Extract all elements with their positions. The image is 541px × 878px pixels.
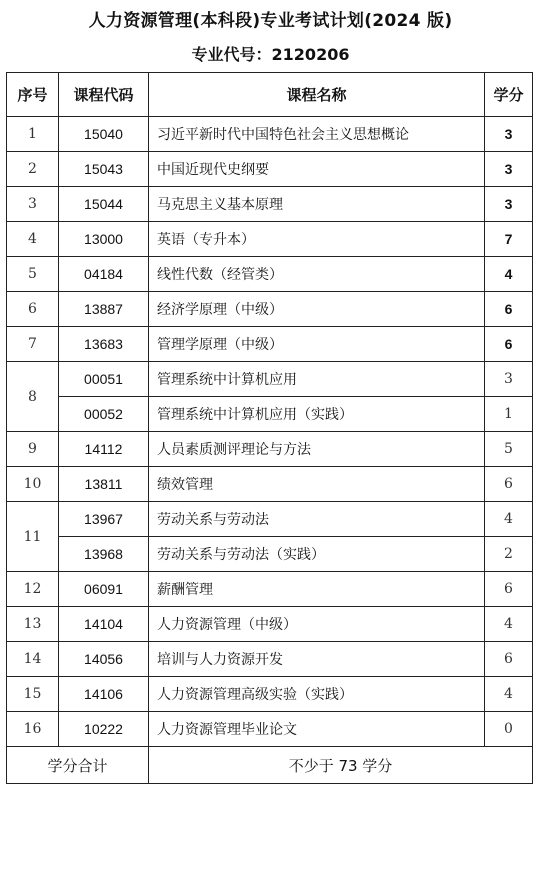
table-row — [7, 152, 533, 187]
row-course-name: 人力资源管理（中级） — [149, 607, 485, 642]
row-course-name: 管理系统中计算机应用 — [149, 362, 485, 397]
row-course-name: 人力资源管理毕业论文 — [149, 712, 485, 747]
table-row — [7, 362, 533, 397]
row-seq: 2 — [7, 152, 59, 187]
row-course-code: 13967 — [59, 502, 149, 537]
table-row — [7, 607, 533, 642]
table-row — [7, 432, 533, 467]
row-credit: 3 — [485, 187, 533, 222]
row-seq: 7 — [7, 327, 59, 362]
row-course-name: 薪酬管理 — [149, 572, 485, 607]
row-credit: 4 — [485, 502, 533, 537]
row-seq: 15 — [7, 677, 59, 712]
row-course-code: 14104 — [59, 607, 149, 642]
row-course-name: 劳动关系与劳动法（实践） — [149, 537, 485, 572]
row-course-name: 马克思主义基本原理 — [149, 187, 485, 222]
row-course-code: 13887 — [59, 292, 149, 327]
row-seq: 13 — [7, 607, 59, 642]
row-course-code: 13000 — [59, 222, 149, 257]
row-course-name: 线性代数（经管类） — [149, 257, 485, 292]
table-row — [7, 257, 533, 292]
row-seq: 12 — [7, 572, 59, 607]
header-credit: 学分 — [485, 73, 533, 117]
row-course-name: 习近平新时代中国特色社会主义思想概论 — [149, 117, 485, 152]
row-seq: 4 — [7, 222, 59, 257]
row-course-code: 13683 — [59, 327, 149, 362]
row-credit: 0 — [485, 712, 533, 747]
row-credit: 4 — [485, 677, 533, 712]
row-credit: 1 — [485, 397, 533, 432]
table-row — [7, 642, 533, 677]
row-course-name: 经济学原理（中级） — [149, 292, 485, 327]
total-credits-value: 不少于 73 学分 — [149, 747, 533, 784]
table-row — [7, 677, 533, 712]
row-credit: 2 — [485, 537, 533, 572]
row-credit: 5 — [485, 432, 533, 467]
row-credit: 6 — [485, 642, 533, 677]
row-seq: 11 — [7, 502, 59, 572]
row-course-code: 13968 — [59, 537, 149, 572]
table-row — [7, 502, 533, 537]
table-row — [7, 712, 533, 747]
table-row — [7, 292, 533, 327]
row-seq: 8 — [7, 362, 59, 432]
total-credits-label: 学分合计 — [7, 747, 149, 784]
row-course-name: 英语（专升本） — [149, 222, 485, 257]
row-course-code: 15043 — [59, 152, 149, 187]
row-seq: 6 — [7, 292, 59, 327]
row-seq: 16 — [7, 712, 59, 747]
row-course-code: 13811 — [59, 467, 149, 502]
row-course-name: 绩效管理 — [149, 467, 485, 502]
row-course-code: 04184 — [59, 257, 149, 292]
row-credit: 6 — [485, 572, 533, 607]
row-credit: 4 — [485, 607, 533, 642]
row-seq: 1 — [7, 117, 59, 152]
row-course-code: 14112 — [59, 432, 149, 467]
row-course-code: 10222 — [59, 712, 149, 747]
header-seq: 序号 — [7, 73, 59, 117]
table-row — [7, 327, 533, 362]
total-row — [7, 747, 533, 784]
table-header-row — [7, 73, 533, 117]
row-credit: 6 — [485, 327, 533, 362]
row-course-name: 管理系统中计算机应用（实践） — [149, 397, 485, 432]
row-credit: 7 — [485, 222, 533, 257]
header-course-code: 课程代码 — [59, 73, 149, 117]
major-code: 专业代号：2120206 — [191, 45, 350, 64]
row-course-name: 管理学原理（中级） — [149, 327, 485, 362]
row-seq: 9 — [7, 432, 59, 467]
header-course-name: 课程名称 — [149, 73, 485, 117]
row-credit: 3 — [485, 152, 533, 187]
table-row — [7, 117, 533, 152]
row-seq: 5 — [7, 257, 59, 292]
table-row — [7, 537, 533, 572]
table-row — [7, 397, 533, 432]
row-course-code: 15040 — [59, 117, 149, 152]
row-credit: 3 — [485, 362, 533, 397]
row-credit: 4 — [485, 257, 533, 292]
row-course-name: 人员素质测评理论与方法 — [149, 432, 485, 467]
row-credit: 6 — [485, 467, 533, 502]
table-row — [7, 467, 533, 502]
row-seq: 10 — [7, 467, 59, 502]
row-credit: 3 — [485, 117, 533, 152]
row-course-name: 中国近现代史纲要 — [149, 152, 485, 187]
table-row — [7, 572, 533, 607]
row-course-code: 06091 — [59, 572, 149, 607]
row-course-code: 14106 — [59, 677, 149, 712]
row-course-name: 培训与人力资源开发 — [149, 642, 485, 677]
row-course-code: 00051 — [59, 362, 149, 397]
document-title: 人力资源管理(本科段)专业考试计划(2024 版) — [88, 11, 453, 31]
row-course-code: 14056 — [59, 642, 149, 677]
row-seq: 14 — [7, 642, 59, 677]
row-credit: 6 — [485, 292, 533, 327]
row-course-code: 15044 — [59, 187, 149, 222]
table-row — [7, 222, 533, 257]
row-course-code: 00052 — [59, 397, 149, 432]
row-seq: 3 — [7, 187, 59, 222]
row-course-name: 人力资源管理高级实验（实践） — [149, 677, 485, 712]
table-row — [7, 187, 533, 222]
row-course-name: 劳动关系与劳动法 — [149, 502, 485, 537]
exam-plan-table — [6, 72, 533, 784]
